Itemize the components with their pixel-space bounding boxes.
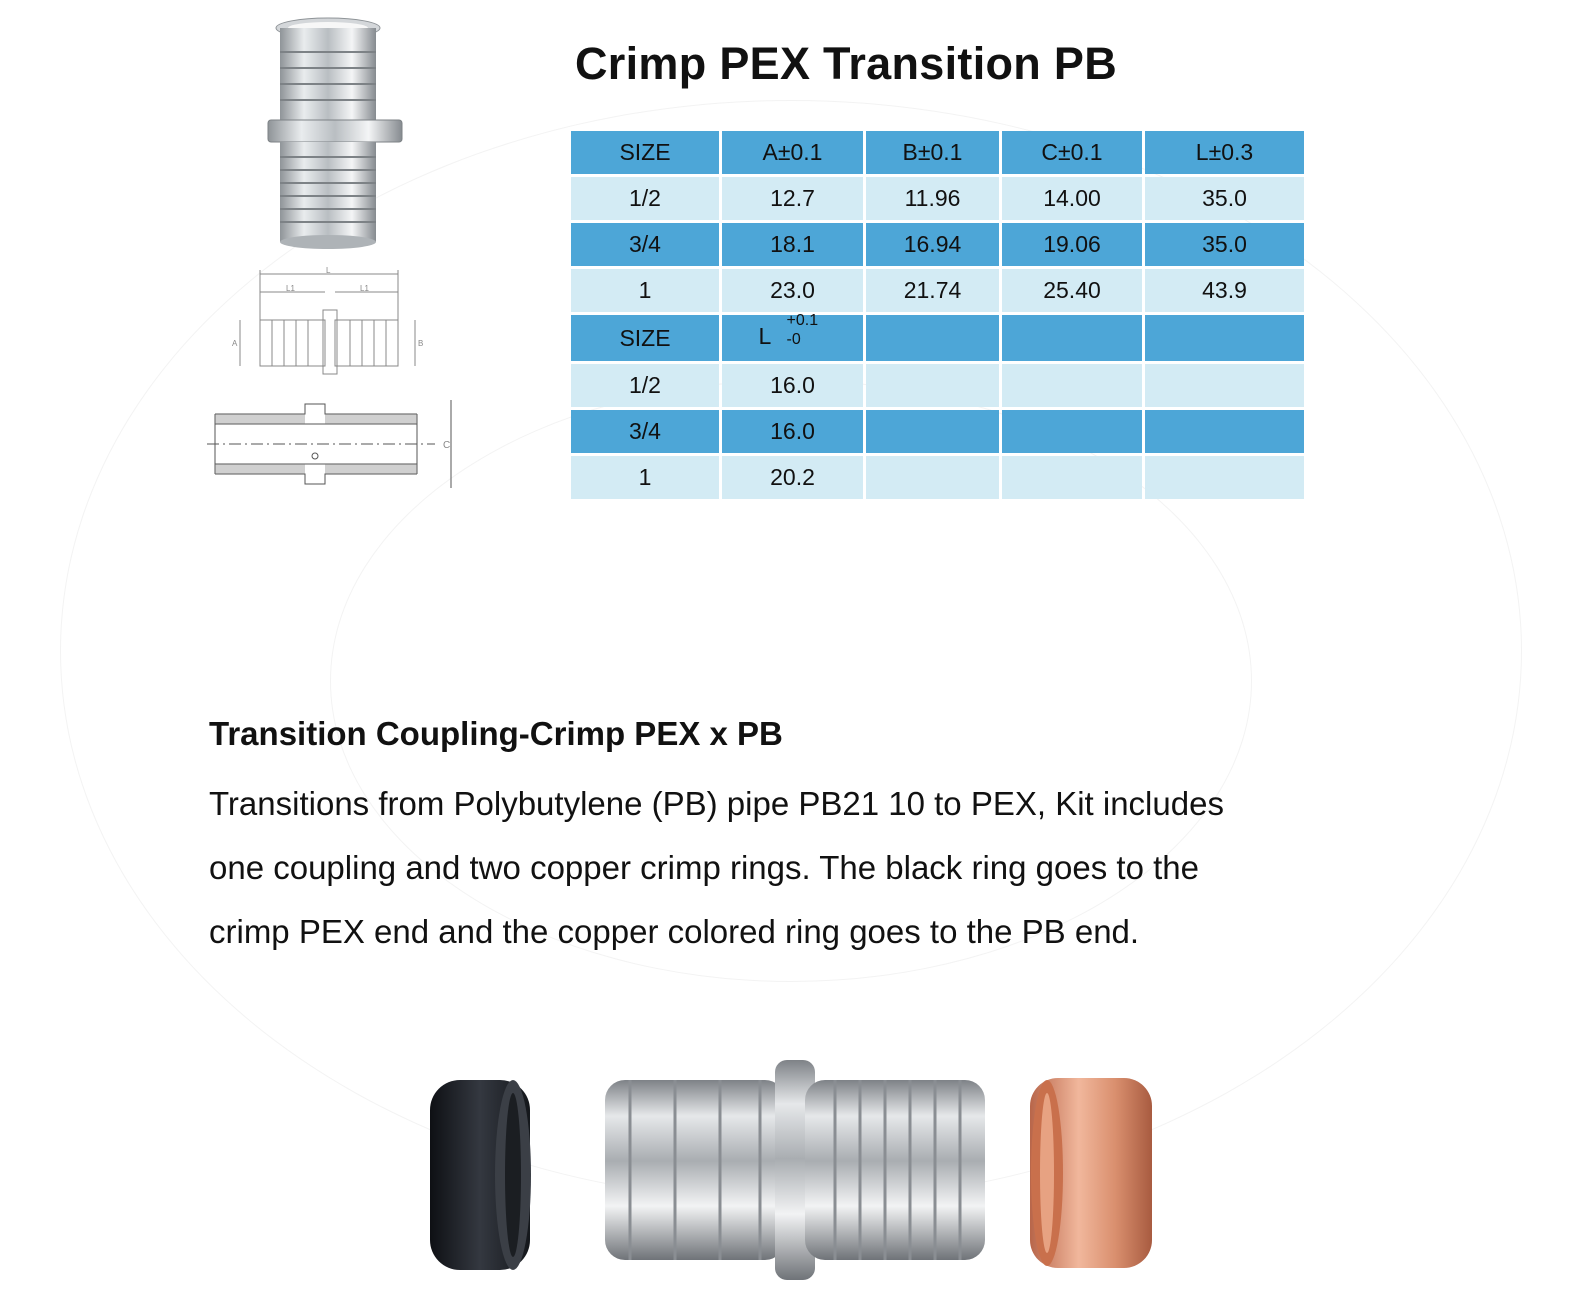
header-cell: SIZE [571,315,719,361]
label-a: A [232,339,238,348]
table-cell: 16.94 [866,223,999,266]
copper-ring [1030,1078,1152,1268]
table-cell: 20.2 [722,456,863,499]
table-cell: 1 [571,456,719,499]
black-ring [430,1080,531,1270]
table-cell: 35.0 [1145,223,1304,266]
table-cell: 12.7 [722,177,863,220]
table-row [571,456,1304,499]
table-cell: 3/4 [571,410,719,453]
table-row [571,269,1304,312]
empty-cell [866,410,999,453]
description-line: Transitions from Polybutylene (PB) pipe PB21 10 to PEX, Kit includes [209,785,1224,822]
empty-cell [866,364,999,407]
tolerance-upper: +0.1 [786,312,819,329]
empty-cell [1002,456,1142,499]
table-cell: 19.06 [1002,223,1142,266]
table-cell: 3/4 [571,223,719,266]
table-row [571,177,1304,220]
table-cell: 43.9 [1145,269,1304,312]
header-cell: SIZE [571,131,719,174]
header-cell-l-tolerance [722,312,863,361]
empty-cell [1145,456,1304,499]
coupling [605,1060,985,1280]
spec-table [568,128,1307,502]
header-cell: C±0.1 [1002,131,1142,174]
table-cell: 25.40 [1002,269,1142,312]
label-c: C [443,440,451,451]
empty-cell [866,456,999,499]
table-cell: 16.0 [722,364,863,407]
table-cell: 35.0 [1145,177,1304,220]
tolerance-lower: -0 [786,331,801,348]
empty-cell [1002,315,1142,361]
empty-cell [1002,410,1142,453]
table-header-row [571,131,1304,174]
label-l1a: L1 [286,284,295,293]
section-heading: Transition Coupling-Crimp PEX x PB [209,715,783,752]
empty-cell [1002,364,1142,407]
header-cell: A±0.1 [722,131,863,174]
description [209,772,1349,964]
empty-cell [1145,315,1304,361]
label-l1b: L1 [360,284,369,293]
table-header-row-2 [571,315,1304,361]
table-cell: 16.0 [722,410,863,453]
empty-cell [1145,364,1304,407]
table-row [571,410,1304,453]
table-cell: 14.00 [1002,177,1142,220]
table-cell: 18.1 [722,223,863,266]
table-cell: 1 [571,269,719,312]
label-b: B [418,339,424,348]
header-cell: B±0.1 [866,131,999,174]
description-line: crimp PEX end and the copper colored ring goes to the PB end. [209,913,1140,950]
label-l: L [326,266,331,275]
dimension-drawing [210,262,440,382]
empty-cell [1145,410,1304,453]
table-cell: 11.96 [866,177,999,220]
table-row [571,223,1304,266]
table-row [571,364,1304,407]
empty-cell [866,315,999,361]
description-line: one coupling and two copper crimp rings. The black ring goes to the [209,849,1199,886]
table-cell: 23.0 [722,269,863,312]
page-title: Crimp PEX Transition PB [575,38,1117,89]
section-drawing [205,392,465,497]
table-cell: 21.74 [866,269,999,312]
kit-photo [415,1050,1175,1280]
l-label: L [758,323,772,349]
table-cell: 1/2 [571,177,719,220]
table-cell: 1/2 [571,364,719,407]
header-cell: L±0.3 [1145,131,1304,174]
fitting-photo [262,12,412,252]
